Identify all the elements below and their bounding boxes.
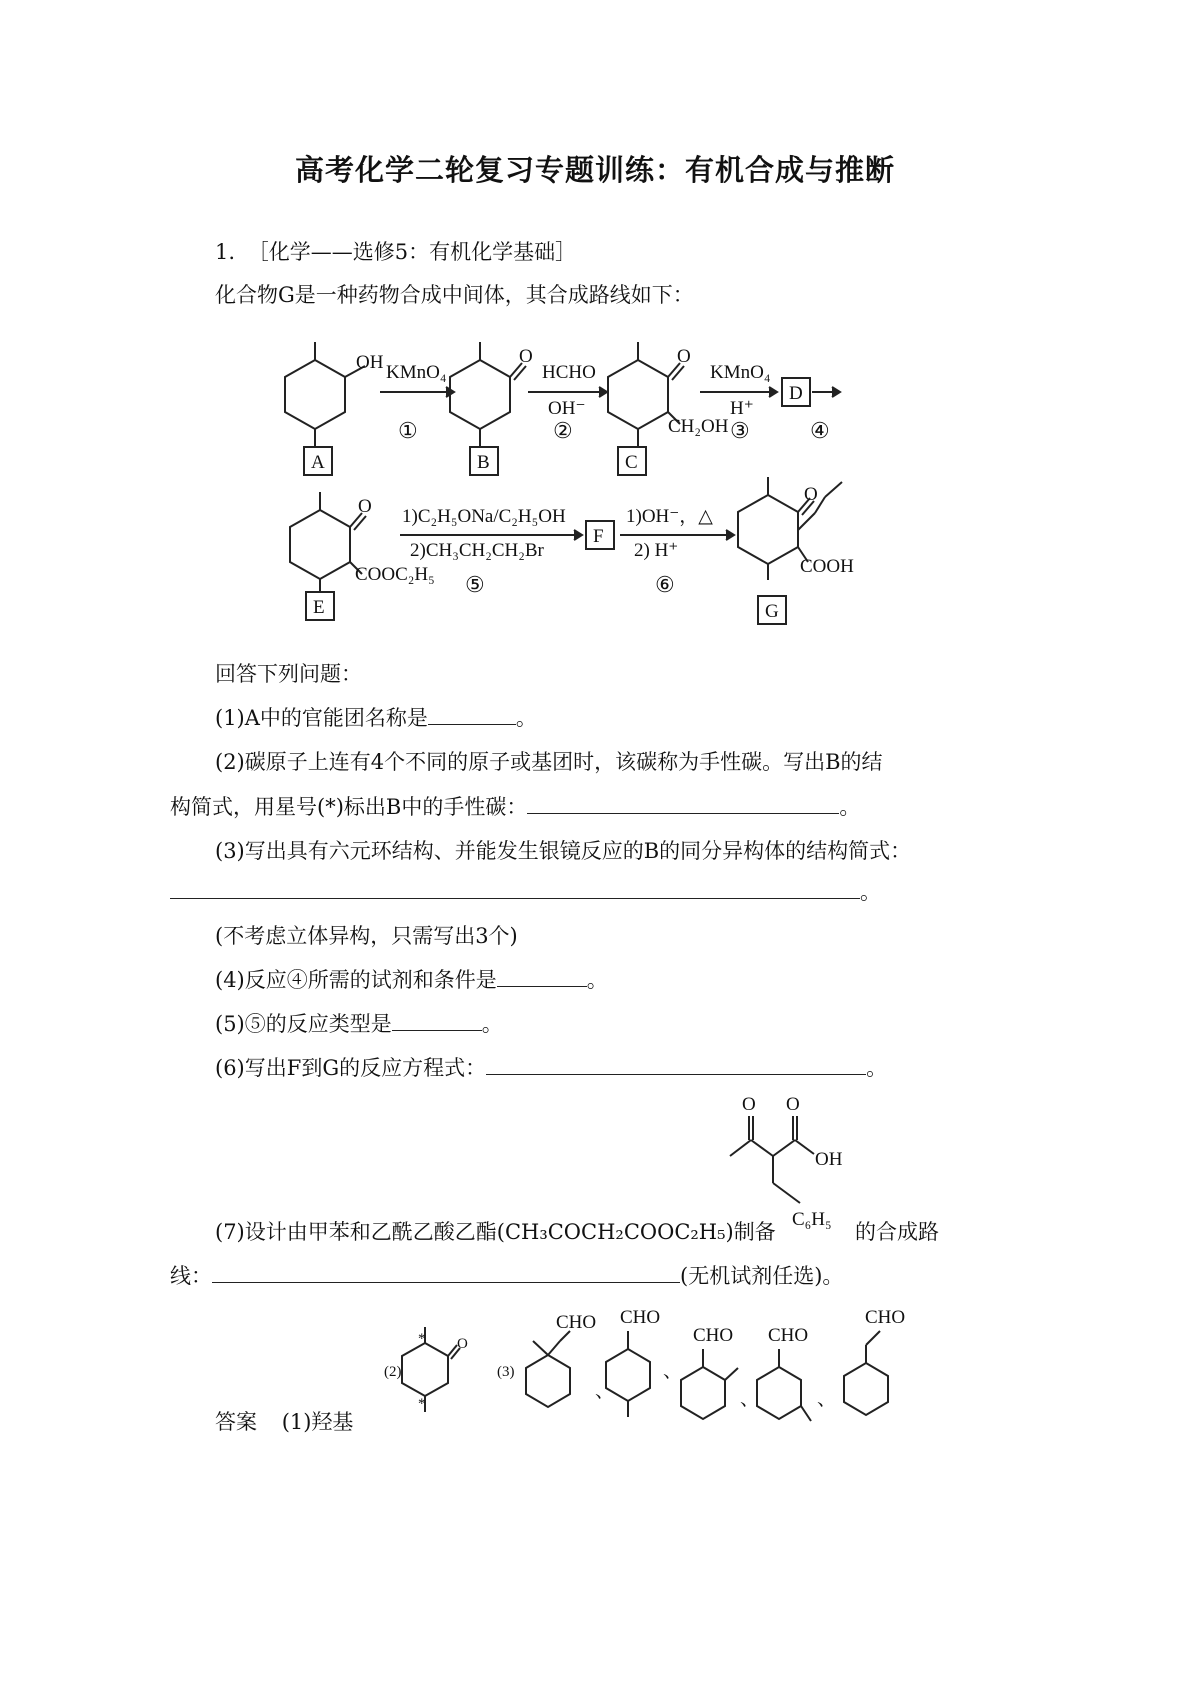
question-intro: 化合物G是一种药物合成中间体，其合成路线如下： <box>215 283 694 307</box>
q2-answer-blank[interactable] <box>527 793 839 814</box>
answer-2-o: O <box>457 1336 468 1352</box>
answer-2-label: (2) <box>384 1364 402 1380</box>
target-molecule <box>720 1088 870 1238</box>
q4-text: (4)反应④所需的试剂和条件是 <box>215 968 497 992</box>
answer-3-isomer-5 <box>844 1307 905 1415</box>
question-1 <box>215 704 537 732</box>
isomer-4-cho: CHO <box>768 1325 809 1346</box>
label-a: A <box>311 452 325 473</box>
e-o-text: O <box>358 496 372 517</box>
sep-2: 、 <box>663 1361 683 1382</box>
label-b: B <box>477 452 490 473</box>
sep-1: 、 <box>595 1381 615 1402</box>
q7-text-b: 的合成路 <box>855 1220 939 1244</box>
c-o-text: O <box>677 346 691 367</box>
step-2: ② <box>553 418 573 443</box>
label-d: D <box>789 383 803 404</box>
reagent-3-bottom: H⁺ <box>730 398 754 419</box>
q7-text-c: 线： <box>170 1264 212 1288</box>
step-6: ⑥ <box>655 572 675 597</box>
compound-a <box>285 342 384 475</box>
answer-label: 答案 <box>215 1410 257 1434</box>
reagent-6-top: 1)OH⁻，△ <box>626 506 713 527</box>
step-4: ④ <box>810 418 830 443</box>
label-c: C <box>625 452 638 473</box>
star-1: * <box>418 1331 426 1347</box>
answer-3-isomer-2 <box>606 1307 660 1417</box>
answer-3-label: (3) <box>497 1364 515 1380</box>
q3-note: (不考虑立体异构，只需写出3个) <box>215 924 518 948</box>
q6-text: (6)写出F到G的反应方程式： <box>215 1056 487 1080</box>
q2-line-1: (2)碳原子上连有4个不同的原子或基团时，该碳称为手性碳。写出B的结 <box>215 750 883 774</box>
answer-3-isomer-3 <box>681 1325 738 1419</box>
c-ch2oh-text: CH₂OH <box>668 416 729 437</box>
q5-answer-blank[interactable] <box>392 1010 482 1031</box>
compound-f <box>586 521 614 549</box>
q3-answer-blank[interactable] <box>170 878 860 899</box>
target-o-left: O <box>742 1094 756 1115</box>
question-number: 1. <box>215 240 236 264</box>
question-2 <box>170 793 860 821</box>
arrow-step-2 <box>528 362 607 443</box>
reagent-1: KMnO₄ <box>386 362 447 383</box>
reagent-2-top: HCHO <box>542 362 596 383</box>
q7-text-a: (7)设计由甲苯和乙酰乙酸乙酯(CH₃COCH₂COOC₂H₅)制备 <box>215 1220 776 1244</box>
sep-4: 、 <box>817 1389 837 1410</box>
label-g: G <box>765 601 779 622</box>
answer-3-isomer-4 <box>757 1325 811 1421</box>
q5-period: 。 <box>481 1012 503 1036</box>
q5-text: (5)⑤的反应类型是 <box>215 1012 392 1036</box>
isomer-3-cho: CHO <box>693 1325 734 1346</box>
q1-answer-blank[interactable] <box>428 704 516 725</box>
compound-g <box>738 477 854 624</box>
reagent-2-bottom: OH⁻ <box>548 398 586 419</box>
q4-period: 。 <box>586 968 608 992</box>
q3-line-1: (3)写出具有六元环结构、并能发生银镜反应的B的同分异构体的结构简式： <box>215 839 912 863</box>
synthesis-scheme <box>0 330 1190 630</box>
target-c6h5-text: C₆H₅ <box>792 1209 832 1230</box>
question-6 <box>215 1054 887 1082</box>
reagent-5-bottom: 2)CH₃CH₂CH₂Br <box>410 540 544 561</box>
q2-text: 构简式，用星号(*)标出B中的手性碳： <box>170 795 528 819</box>
label-f: F <box>593 526 604 547</box>
sep-3: 、 <box>740 1389 760 1410</box>
q2-period: 。 <box>839 795 861 819</box>
step-3: ③ <box>730 418 750 443</box>
isomer-2-cho: CHO <box>620 1307 661 1328</box>
target-oh-text: OH <box>815 1149 843 1170</box>
reagent-6-bottom: 2) H⁺ <box>634 540 679 561</box>
question-module: ［化学——选修5：有机化学基础］ <box>247 240 577 264</box>
answer-1: (1)羟基 <box>281 1410 354 1434</box>
answer-structures <box>370 1305 930 1445</box>
q3-period: 。 <box>860 880 881 904</box>
isomer-5-cho: CHO <box>865 1307 906 1328</box>
question-7 <box>170 1262 843 1290</box>
b-o-text: O <box>519 346 533 367</box>
q7-line-1 <box>215 1218 776 1246</box>
q1-text: (1)A中的官能团名称是 <box>215 706 428 730</box>
g-o-text: O <box>804 484 818 505</box>
step-1: ① <box>398 418 418 443</box>
answer-line <box>215 1408 353 1436</box>
page-title: 高考化学二轮复习专题训练：有机合成与推断 <box>294 153 895 187</box>
reagent-5-top: 1)C₂H₅ONa/C₂H₅OH <box>402 506 566 527</box>
question-5 <box>215 1010 503 1038</box>
g-cooh-text: COOH <box>800 556 854 577</box>
prompt-text: 回答下列问题： <box>215 662 362 686</box>
reagent-3-top: KMnO₄ <box>710 362 771 383</box>
label-e: E <box>313 597 325 618</box>
question-header <box>215 238 576 266</box>
arrow-step-6 <box>620 506 734 597</box>
target-o-right: O <box>786 1094 800 1115</box>
arrow-step-1 <box>380 362 454 443</box>
q6-answer-blank[interactable] <box>486 1054 866 1075</box>
compound-d <box>782 378 840 443</box>
star-2: * <box>418 1396 426 1412</box>
answer-3-isomer-1 <box>497 1312 596 1407</box>
question-3 <box>170 878 881 906</box>
q4-answer-blank[interactable] <box>497 966 587 987</box>
q7-answer-blank[interactable] <box>212 1262 680 1283</box>
q7-tail: (无机试剂任选)。 <box>680 1264 844 1288</box>
a-oh-text: OH <box>356 352 384 373</box>
question-4 <box>215 966 608 994</box>
compound-b <box>450 342 533 475</box>
q6-period: 。 <box>866 1056 888 1080</box>
isomer-1-cho: CHO <box>556 1312 597 1333</box>
q1-period: 。 <box>515 706 537 730</box>
e-cooc2h5-text: COOC₂H₅ <box>355 564 435 585</box>
step-5: ⑤ <box>465 572 485 597</box>
answer-2-structure <box>384 1327 468 1412</box>
